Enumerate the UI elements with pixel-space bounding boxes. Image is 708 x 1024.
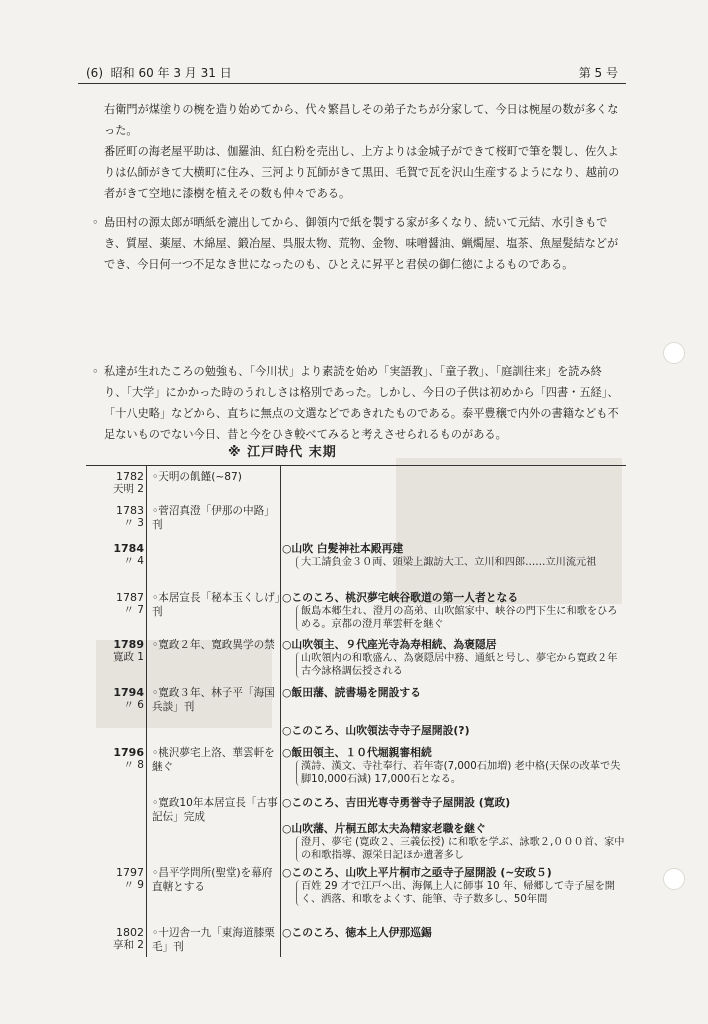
- show-through-photo: [396, 458, 622, 604]
- punch-hole: [663, 868, 685, 890]
- event-entry: ○飯田領主、１０代堀親審相続 漢詩、漢文、寺社奉行、若年寄(7,000石加増) 老中格(天保の改革で失脚10,000石減) 17,000石となる。: [282, 746, 626, 786]
- section-title: ※ 江戸時代 末期: [228, 445, 337, 460]
- event-entry: ○山吹 白髪神社本殿再建 大工請負金３０両、頭梁上諏訪大工、立川和四郎……立川流元祖: [282, 542, 626, 569]
- header-issue-date: (6) 昭和 60 年 3 月 31 日: [86, 66, 232, 80]
- event-entry: ○山吹領主、９代座光寺為寿相続、為褒隠居 山吹領内の和歌盛ん、為褒隠居中務、通紙と号し、夢宅から寛政２年古今詠格調伝授される: [282, 638, 626, 678]
- header-page-number: 第 5 号: [578, 66, 618, 80]
- intro-paragraph-2: 番匠町の海老屋平助は、伽羅油、紅白粉を売出し、上方よりは金城子ができて桜町で筆を製し、佐久よりは仏師がきて大横町に住み、三河より瓦師がきて黒田、毛賀で瓦を沢山生産するようになり、越前の者がきて空地に漆樹を植えその数も仲々である。: [104, 145, 620, 200]
- punch-hole: [663, 342, 685, 364]
- timeline-top-rule: [86, 465, 626, 466]
- timeline-divider: [146, 466, 147, 957]
- intro-paragraph-1: 右衛門が煤塗りの椀を造り始めてから、代々繁昌しその弟子たちが分家して、今日は椀屋の数が多くなった。: [104, 103, 619, 137]
- event-entry: ○山吹藩、片桐五郎太夫為精家老職を継ぐ 澄月、夢宅 (寛政２、三義伝授) に和歌を学ぶ、詠歌２,０００首、家中の和歌指導、源栄日記ほか遺著多し: [282, 822, 625, 861]
- intro-bullet-2: ◦ 私達が生れたころの勉強も、「今川状」より素読を始め「実語教」、「童子教」、「庭訓往来」を読み終り、「大学」にかかった時のうれしさは格別であった。しかし、今日の子供は初めから「四書・五経」、「十八史略」などから、直ちに無点の文選などであきれたものである。泰平豊穣で内外の書籍なども不足ないものでない今日、昔と今をひき較べてみると考えさせられるものがある。: [92, 365, 619, 441]
- event-entry: ○このころ、山吹上平片桐市之亟寺子屋開設 (~安政５) 百姓 29 才で江戸へ出、海佩上人に師事 10 年、帰郷して寺子屋を開く、洒落、和歌をよくす、能筆、寺子数多し、50年間: [282, 866, 626, 906]
- event-entry: ○飯田藩、読書場を開設する: [282, 686, 421, 699]
- event-entry: ○このころ、山吹領法寺寺子屋開設(?): [282, 724, 470, 737]
- event-entry: ○このころ、吉田光専寺勇誉寺子屋開設 (寛政): [282, 796, 511, 809]
- document-page: (6) 昭和 60 年 3 月 31 日 第 5 号 右衛門が煤塗りの椀を造り始めてから、代々繁昌しその弟子たちが分家して、今日は椀屋の数が多くなった。 番匠町の海老屋平助は、伽羅油、紅白粉を売出し、上方よりは金城子ができて桜町で筆を製し、佐久よりは仏師がきて大横町に住み、三河より瓦師がきて黒田、毛賀で瓦を沢山生産するようになり、越前の者がきて空地に漆樹を植えその数も仲々である。 ◦ 島田村の源太郎が晒紙を漉出してから、御領内で紙を製する家が多くなり、続いて元結、水引きもでき、質屋、薬屋、木綿屋、鍛冶屋、呉服太物、荒物、金物、味噌醤油、蝋燭屋、塩茶、魚屋髪結などができ、今日何一つ不足なき世になったのも、ひとえに昇平と君侯の御仁徳によるものである。 ◦ 私達が生れたころの勉強も、「今川状」より素読を始め「実語教」、「童子教」、「庭訓往来」を読み終り、「大学」にかかった時のうれしさは格別であった。しかし、今日の子供は初めから「四書・五経」、「十八史略」などから、直ちに無点の文選などであきれたものである。泰平豊穣で内外の書籍なども不足ないものでない今日、昔と今をひき較べてみると考えさせられるものがある。 ※ 江戸時代 末期 1782 天明 2 ◦天明の飢饉(~87) 1783 〃 3 ◦菅沼真澄「伊那の中路」刊 1784 〃 4 ○山吹 白髪神社本殿再建 大工請負金３０両、頭梁上諏訪大工、立川和四郎……立川流元祖 1787 〃 7 ◦本居宣長「秘本玉くしげ」刊 ○このころ、桃沢夢宅峡谷歌道の第一人者となる 飯島本郷生れ、澄月の高弟、山吹館家中、峡谷の門下生に和歌をひろめる。京都の澄月華雲軒を継ぐ 1789 寛政 1 ◦寛政２年、寛政異学の禁 ○山吹領主、９代座光寺為寿相続、為褒隠居 山吹領内の和歌盛ん、為褒隠居中務、通紙と号し、夢宅から寛政２年古今詠格調伝授される 1794 〃 6 ◦寛政３年、林子平「海国兵談」刊 ○飯田藩、読書場を開設する ○このころ、山吹領法寺寺子屋開設(?) 1796 〃 8 ◦桃沢夢宅上洛、華雲軒を継ぐ ○飯田領主、１０代堀親審相続 漢詩、漢文、寺社奉行、若年寄(7,000石加増) 老中格(天保の改革で失脚10,000石減) 17,000石となる。 ◦寛政10年本居宣長「古事記伝」完成 ○このころ、吉田光専寺勇誉寺子屋開設 (寛政) ○山吹藩、片桐五郎太夫為精家老職を継ぐ 澄月、夢宅 (寛政２、三義伝授) に和歌を学ぶ、詠歌２,０００首、家中の和歌指導、源栄日記ほか遺著多し 1797 〃 9 ◦昌平学問所(聖堂)を幕府直轄とする ○このころ、山吹上平片桐市之亟寺子屋開設 (~安政５) 百姓 29 才で江戸へ出、海佩上人に師事 10 年、帰郷して寺子屋を開く、洒落、和歌をよくす、能筆、寺子数多し、50年間 1802 享和 2 ◦十辺舎一九「東海道膝栗毛」刊 ○このころ、徳本上人伊那巡錫: [0, 0, 708, 1024]
- event-entry: ○このころ、桃沢夢宅峡谷歌道の第一人者となる 飯島本郷生れ、澄月の高弟、山吹館家中、峡谷の門下生に和歌をひろめる。京都の澄月華雲軒を継ぐ: [282, 591, 626, 631]
- page-header: [78, 61, 626, 84]
- intro-bullet-1: ◦ 島田村の源太郎が晒紙を漉出してから、御領内で紙を製する家が多くなり、続いて元結、水引きもでき、質屋、薬屋、木綿屋、鍛冶屋、呉服太物、荒物、金物、味噌醤油、蝋燭屋、塩茶、魚屋髪結などができ、今日何一つ不足なき世になったのも、ひとえに昇平と君侯の御仁徳によるものである。: [92, 216, 619, 271]
- event-entry: ○このころ、徳本上人伊那巡錫: [282, 926, 432, 939]
